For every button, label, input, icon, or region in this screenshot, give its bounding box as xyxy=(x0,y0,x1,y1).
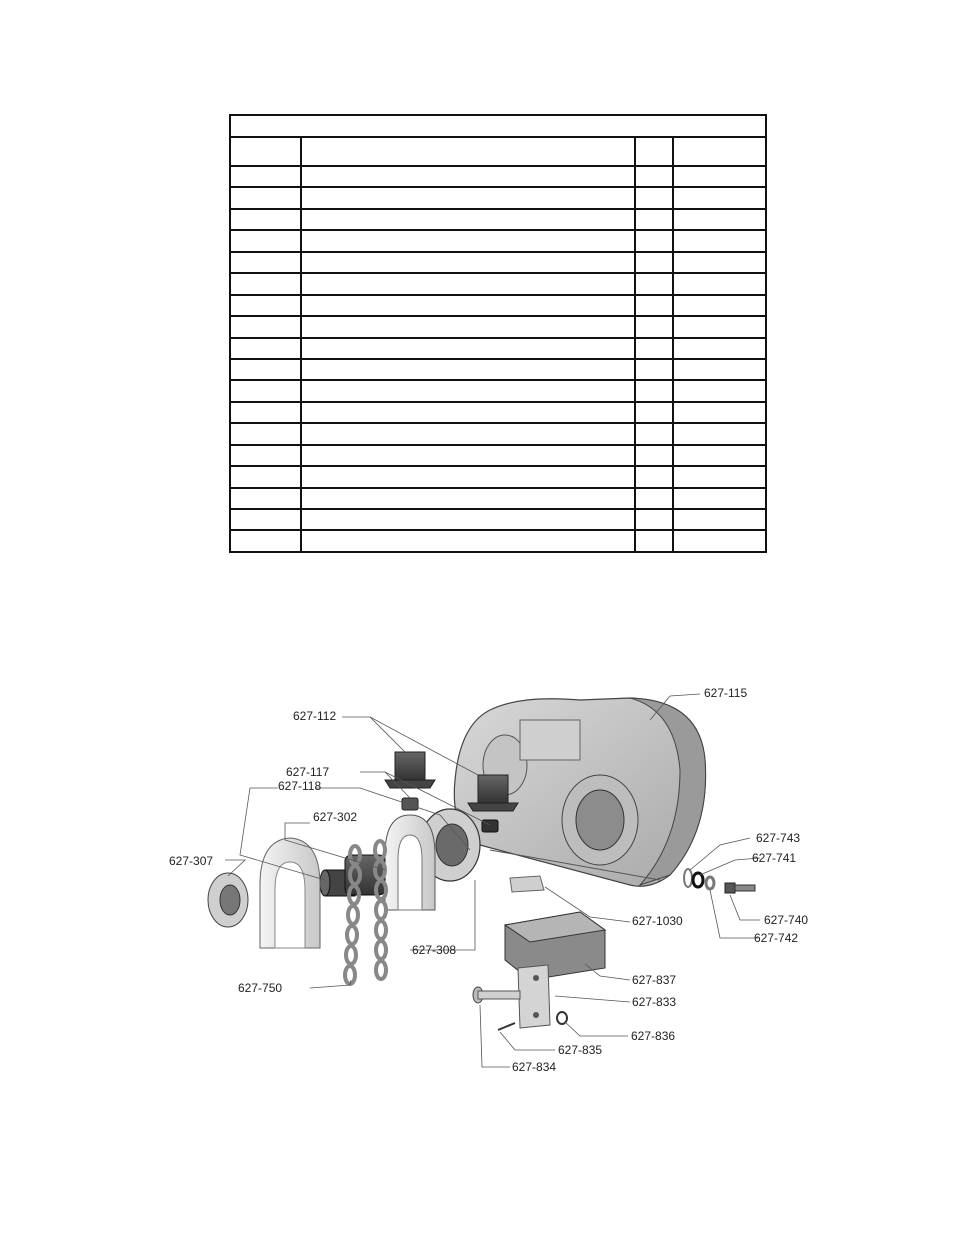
table-cell xyxy=(635,273,673,294)
header-cell xyxy=(230,137,301,166)
table-row xyxy=(230,423,766,444)
table-cell xyxy=(301,466,635,487)
table-cell xyxy=(673,530,766,552)
table-cell xyxy=(635,187,673,208)
callout-627-741: 627-741 xyxy=(752,851,797,865)
table-cell xyxy=(301,380,635,401)
callout-627-835: 627-835 xyxy=(558,1043,603,1057)
table-cell xyxy=(301,402,635,423)
callout-627-302: 627-302 xyxy=(313,810,358,824)
table-cell xyxy=(635,488,673,509)
header-cell xyxy=(301,137,635,166)
callout-627-308: 627-308 xyxy=(412,943,457,957)
table-cell xyxy=(230,423,301,444)
plug-part xyxy=(510,876,544,892)
table-cell xyxy=(635,509,673,530)
callout-627-1030: 627-1030 xyxy=(632,914,683,928)
parts-list-table xyxy=(229,114,767,553)
table-row xyxy=(230,338,766,359)
table-cell xyxy=(301,295,635,316)
table-cell xyxy=(673,488,766,509)
table-cell xyxy=(230,273,301,294)
outer-seal-ring-part xyxy=(208,873,248,927)
clevis-part xyxy=(518,965,550,1028)
callout-627-750: 627-750 xyxy=(238,981,283,995)
table-cell xyxy=(230,445,301,466)
table-row xyxy=(230,295,766,316)
table-cell xyxy=(301,530,635,552)
callout-627-740: 627-740 xyxy=(764,913,809,927)
cotter-pin-part xyxy=(498,1023,515,1030)
table-cell xyxy=(635,209,673,230)
table-row xyxy=(230,509,766,530)
header-cell xyxy=(635,137,673,166)
table-cell xyxy=(301,316,635,337)
table-cell xyxy=(230,359,301,380)
table-row xyxy=(230,273,766,294)
table-cell xyxy=(301,166,635,187)
table-cell xyxy=(301,187,635,208)
table-cell xyxy=(635,252,673,273)
table-cell xyxy=(230,530,301,552)
table-cell xyxy=(230,166,301,187)
table-cell xyxy=(635,380,673,401)
table-cell xyxy=(673,209,766,230)
table-row xyxy=(230,252,766,273)
table-cell xyxy=(301,338,635,359)
table-cell xyxy=(230,380,301,401)
header-cell xyxy=(673,137,766,166)
table-cell xyxy=(301,445,635,466)
table-cell xyxy=(635,295,673,316)
table-row xyxy=(230,209,766,230)
table-cell xyxy=(301,509,635,530)
chain-cover-part xyxy=(260,838,320,948)
table-cell xyxy=(673,466,766,487)
table-cell xyxy=(635,166,673,187)
table-cell xyxy=(230,187,301,208)
callout-627-834: 627-834 xyxy=(512,1060,557,1074)
callout-627-833: 627-833 xyxy=(632,995,677,1009)
table-cell xyxy=(230,338,301,359)
table-cell xyxy=(673,252,766,273)
table-cell xyxy=(230,402,301,423)
table-cell xyxy=(673,273,766,294)
table-cell xyxy=(635,316,673,337)
table-cell xyxy=(230,509,301,530)
table-cell xyxy=(301,252,635,273)
diagram-svg xyxy=(160,680,820,1080)
table-cell xyxy=(673,380,766,401)
table-cell xyxy=(301,273,635,294)
table-cell xyxy=(635,466,673,487)
callout-627-118: 627-118 xyxy=(278,779,322,793)
exploded-parts-diagram xyxy=(160,680,820,1080)
table-cell xyxy=(673,402,766,423)
table-cell xyxy=(230,230,301,251)
table-cell xyxy=(230,209,301,230)
parts-list-table-container xyxy=(229,114,765,553)
table-cell xyxy=(673,187,766,208)
table-cell xyxy=(301,230,635,251)
callout-627-112: 627-112 xyxy=(293,709,337,723)
callout-627-115: 627-115 xyxy=(704,686,748,700)
table-cell xyxy=(673,359,766,380)
table-row xyxy=(230,230,766,251)
table-row xyxy=(230,166,766,187)
table-row xyxy=(230,359,766,380)
table-cell xyxy=(635,445,673,466)
washer-part xyxy=(684,869,714,889)
table-cell xyxy=(230,488,301,509)
table-cell xyxy=(673,316,766,337)
callout-627-117: 627-117 xyxy=(286,765,330,779)
table-cell xyxy=(230,295,301,316)
callout-627-743: 627-743 xyxy=(756,831,801,845)
table-cell xyxy=(230,316,301,337)
table-cell xyxy=(301,488,635,509)
table-cell xyxy=(673,423,766,444)
table-cell xyxy=(301,359,635,380)
table-row xyxy=(230,488,766,509)
table-row xyxy=(230,187,766,208)
table-row xyxy=(230,402,766,423)
table-cell xyxy=(673,166,766,187)
table-title xyxy=(230,115,766,137)
table-cell xyxy=(635,530,673,552)
table-cell xyxy=(673,338,766,359)
bolt-part xyxy=(725,883,755,893)
callout-627-836: 627-836 xyxy=(631,1029,676,1043)
table-row xyxy=(230,380,766,401)
table-row xyxy=(230,466,766,487)
table-cell xyxy=(301,423,635,444)
table-cell xyxy=(635,230,673,251)
table-cell xyxy=(635,338,673,359)
table-cell xyxy=(635,423,673,444)
callout-627-742: 627-742 xyxy=(754,931,799,945)
clevis-pin-part xyxy=(473,987,520,1003)
table-cell xyxy=(673,509,766,530)
table-row xyxy=(230,445,766,466)
table-row xyxy=(230,316,766,337)
table-cell xyxy=(635,359,673,380)
table-cell xyxy=(673,295,766,316)
callout-627-307: 627-307 xyxy=(169,854,214,868)
table-cell xyxy=(230,466,301,487)
chain-guide-part xyxy=(385,815,435,910)
callout-627-837: 627-837 xyxy=(632,973,677,987)
table-cell xyxy=(673,230,766,251)
table-cell xyxy=(635,402,673,423)
table-row xyxy=(230,530,766,552)
table-cell xyxy=(673,445,766,466)
table-cell xyxy=(301,209,635,230)
table-cell xyxy=(230,252,301,273)
